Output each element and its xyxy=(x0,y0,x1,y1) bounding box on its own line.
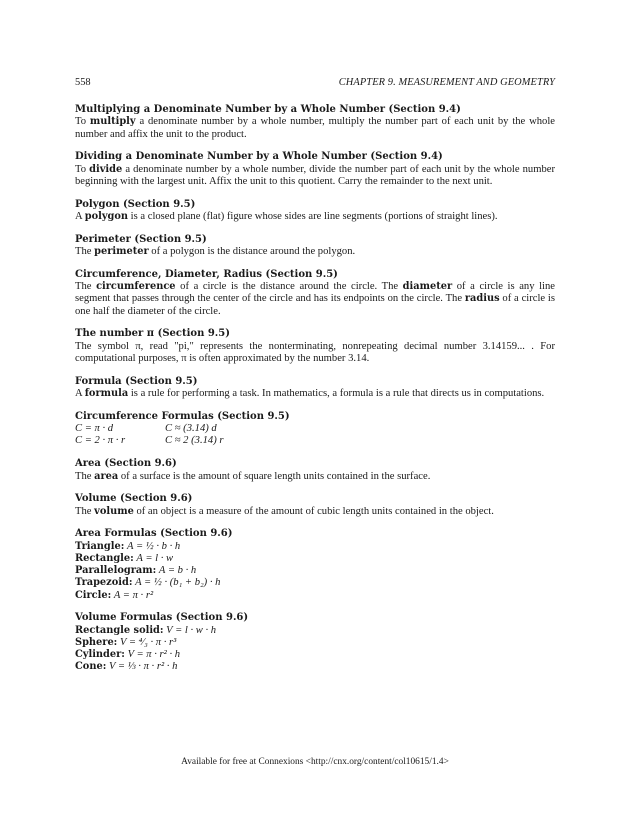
section-perimeter xyxy=(75,234,555,259)
section-volume xyxy=(75,493,555,518)
section-title: Volume (Section 9.6) xyxy=(75,493,193,505)
formula-line-sphere: Sphere: V = ⁴⁄₃ · π · r³ xyxy=(75,636,177,648)
formula: C = 2 · π · r xyxy=(75,435,126,447)
section-body: A polygon is a closed plane (flat) figure whose sides are line segments (portions of straight lines). xyxy=(75,211,498,223)
page-number: 558 xyxy=(75,77,91,88)
section-title: Multiplying a Denominate Number by a Whole Number (Section 9.4) xyxy=(75,104,461,115)
formula: C ≈ (3.14) d xyxy=(165,423,217,435)
formula-line-trapezoid: Trapezoid: A = ½ · (b₁ + b₂) · h xyxy=(75,577,221,589)
section-title: Perimeter (Section 9.5) xyxy=(75,233,207,245)
section-body: The circumference of a circle is the distance around the circle. The diameter of a circle is any line segment that passes through the center of the circle and has its endpoints on the circle. The radius of a circle is one half the diameter of the circle. xyxy=(75,281,555,317)
section-title: Area (Section 9.6) xyxy=(75,458,177,470)
section-title: Circumference, Diameter, Radius (Section 9.5) xyxy=(75,268,338,280)
formula: C = π · d xyxy=(75,423,114,435)
formula-line-rectangle-solid: Rectangle solid: V = l · w · h xyxy=(75,624,217,636)
formula-line-rectangle: Rectangle: A = l · w xyxy=(75,552,174,564)
section-title: Dividing a Denominate Number by a Whole Number (Section 9.4) xyxy=(75,151,443,163)
section-body: The volume of an object is a measure of the amount of cubic length units contained in the object. xyxy=(75,505,494,517)
formula-row xyxy=(75,435,555,447)
section-title: Formula (Section 9.5) xyxy=(75,375,198,387)
running-header xyxy=(75,77,555,91)
section-pi xyxy=(75,328,555,365)
section-title: The number π (Section 9.5) xyxy=(75,328,230,340)
section-polygon xyxy=(75,199,555,224)
section-body: A formula is a rule for performing a task. In mathematics, a formula is a rule that directs us in computations. xyxy=(75,388,545,400)
section-circumference xyxy=(75,269,555,318)
formula-line-parallelogram: Parallelogram: A = b · h xyxy=(75,565,197,577)
section-formula xyxy=(75,376,555,401)
section-multiplying xyxy=(75,104,555,141)
formula-line-cone: Cone: V = ⅓ · π · r² · h xyxy=(75,661,178,673)
formula-line-triangle: Triangle: A = ½ · b · h xyxy=(75,540,181,552)
formula-line-circle: Circle: A = π · r² xyxy=(75,589,154,601)
summary-content xyxy=(75,104,555,684)
section-area-formulas xyxy=(75,528,555,601)
section-title: Area Formulas (Section 9.6) xyxy=(75,528,233,540)
section-body: To multiply a denominate number by a whole number, multiply the number part of each unit by the whole number and affix the unit to the product. xyxy=(75,116,555,140)
section-title: Volume Formulas (Section 9.6) xyxy=(75,612,249,624)
section-body: The symbol π, read "pi," represents the nonterminating, nonrepeating decimal number 3.14159... . For computational purposes, π is often approximated by the number 3.14. xyxy=(75,340,555,364)
formula: C ≈ 2 (3.14) r xyxy=(165,435,224,447)
formula-row xyxy=(75,423,555,435)
section-body: The perimeter of a polygon is the distance around the polygon. xyxy=(75,246,356,258)
section-body: The area of a surface is the amount of square length units contained in the surface. xyxy=(75,470,431,482)
section-title: Polygon (Section 9.5) xyxy=(75,198,196,210)
page-footer: Available for free at Connexions <http://cnx.org/content/col10615/1.4> xyxy=(181,757,449,767)
section-volume-formulas xyxy=(75,612,555,673)
chapter-title: CHAPTER 9. MEASUREMENT AND GEOMETRY xyxy=(338,77,555,88)
section-area xyxy=(75,458,555,483)
section-title: Circumference Formulas (Section 9.5) xyxy=(75,410,290,422)
section-body: To divide a denominate number by a whole number, divide the number part of each unit by the whole number beginning with the largest unit. Affix the unit to this quotient. Carry the remainder to the next unit. xyxy=(75,163,556,187)
formula-line-cylinder: Cylinder: V = π · r² · h xyxy=(75,649,181,661)
section-circumference-formulas xyxy=(75,411,555,448)
section-dividing xyxy=(75,151,555,188)
